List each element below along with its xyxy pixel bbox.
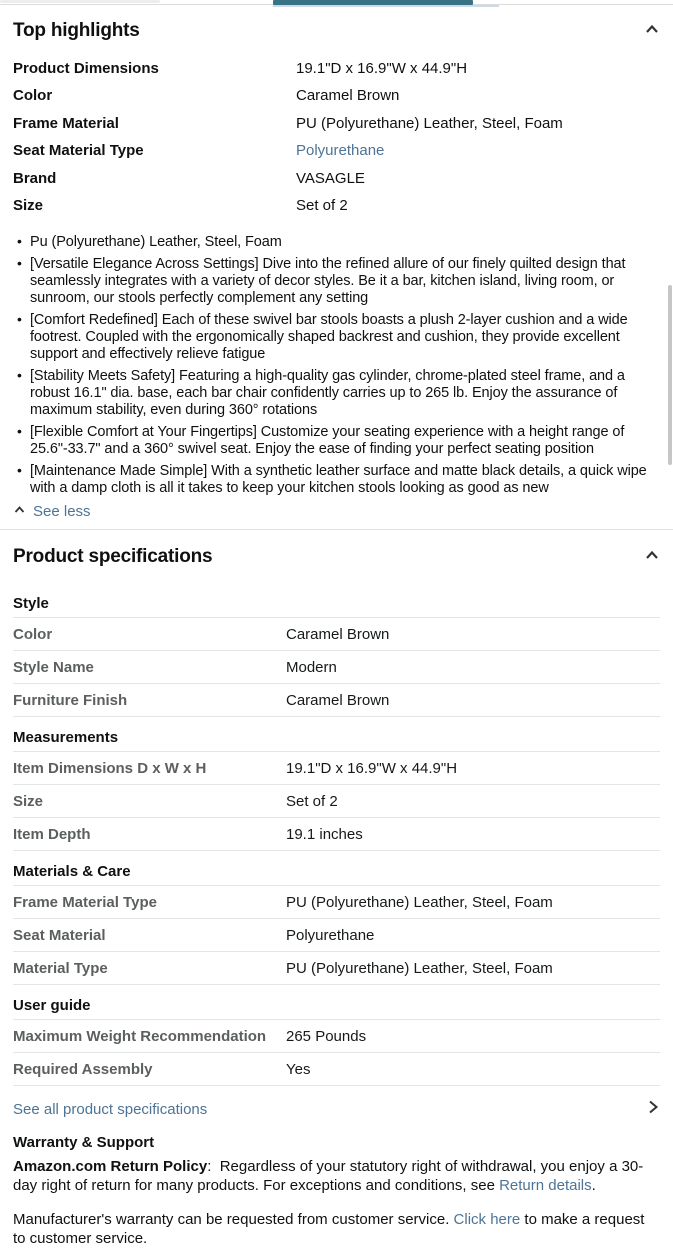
row-label: Item Dimensions D x W x H: [13, 760, 207, 778]
row-label: Seat Material: [13, 927, 106, 945]
table-row: [13, 1053, 660, 1086]
table-row: [13, 1020, 660, 1053]
tab-strip-edge: [0, 0, 673, 7]
table-row: [13, 169, 660, 196]
row-label: Frame Material: [13, 114, 119, 132]
spec-group-user-guide: User guide: [13, 985, 660, 1020]
row-label: Required Assembly: [13, 1061, 153, 1079]
return-policy-period: .: [591, 1177, 596, 1195]
top-highlights-title: Top highlights: [13, 20, 140, 41]
list-item: • [Maintenance Made Simple] With a synthetic leather surface and matte black details, a quick wipe with a damp cloth is all it takes to keep your kitchen stools looking as good as new: [17, 463, 660, 497]
row-value: 265 Pounds: [286, 1028, 367, 1046]
list-item: • Pu (Polyurethane) Leather, Steel, Foam: [17, 234, 660, 251]
table-row: [13, 196, 660, 223]
product-specifications-header[interactable]: [13, 530, 660, 568]
row-value: PU (Polyurethane) Leather, Steel, Foam: [286, 960, 553, 978]
seat-material-link[interactable]: Polyurethane: [296, 142, 385, 160]
manufacturer-warranty-paragraph: [13, 1210, 660, 1248]
row-value: VASAGLE: [296, 169, 365, 187]
row-label: Style Name: [13, 659, 94, 677]
row-label: Seat Material Type: [13, 142, 144, 160]
row-value: 19.1"D x 16.9"W x 44.9"H: [286, 760, 458, 778]
row-value: Caramel Brown: [296, 87, 400, 105]
row-label: Brand: [13, 169, 57, 187]
tab-active-indicator[interactable]: [273, 0, 473, 5]
row-value: PU (Polyurethane) Leather, Steel, Foam: [286, 894, 553, 912]
top-highlights-table: [13, 59, 660, 223]
table-row: [13, 618, 660, 651]
row-value: Set of 2: [296, 196, 348, 214]
spec-group-materials-care: Materials & Care: [13, 851, 660, 886]
chevron-right-icon: [646, 1099, 660, 1119]
row-value: Caramel Brown: [286, 692, 390, 710]
row-value: PU (Polyurethane) Leather, Steel, Foam: [296, 114, 563, 132]
list-item: • [Versatile Elegance Across Settings] Dive into the refined allure of our finely quilted design that seamlessly integrates with a variety of decor styles. Be it a bar, kitchen island, living room, or sunroom, our stools perfectly complement any setting: [17, 256, 660, 307]
tab-inactive-indicator: [0, 0, 160, 3]
product-specifications-title: Product specifications: [13, 546, 213, 568]
table-row: [13, 752, 660, 785]
highlight-bullet-list: [13, 234, 660, 497]
chevron-up-icon[interactable]: [644, 22, 660, 41]
table-row: [13, 651, 660, 684]
row-label: Furniture Finish: [13, 692, 128, 710]
table-row: [13, 59, 660, 86]
row-label: Maximum Weight Recommendation: [13, 1028, 267, 1046]
table-row: [13, 141, 660, 168]
see-all-specifications-link[interactable]: [13, 1086, 660, 1119]
table-row: [13, 114, 660, 141]
table-row: [13, 919, 660, 952]
row-value: 19.1 inches: [286, 826, 363, 844]
row-value: Caramel Brown: [286, 626, 390, 644]
see-less-label: See less: [33, 503, 91, 521]
tab-underline-secondary: [273, 5, 499, 7]
return-details-link[interactable]: Return details: [499, 1177, 592, 1195]
row-value: Modern: [286, 659, 337, 677]
row-label: Size: [13, 196, 44, 214]
table-row: [13, 684, 660, 717]
see-all-specifications-label: See all product specifications: [13, 1100, 208, 1118]
table-row: [13, 86, 660, 113]
manufacturer-warranty-text: Manufacturer's warranty can be requested from customer service.: [13, 1211, 454, 1229]
see-less-button[interactable]: [13, 503, 660, 520]
spec-group-style: Style: [13, 568, 660, 618]
return-policy-paragraph: [13, 1157, 660, 1195]
row-value: Polyurethane: [286, 927, 375, 945]
spec-group-measurements: Measurements: [13, 717, 660, 752]
table-row: [13, 785, 660, 818]
row-label: Item Depth: [13, 826, 91, 844]
row-label: Product Dimensions: [13, 60, 159, 77]
row-label: Material Type: [13, 960, 108, 978]
warranty-support-title: Warranty & Support: [13, 1134, 155, 1152]
table-row: [13, 886, 660, 919]
return-policy-label: Amazon.com Return Policy: [13, 1158, 208, 1176]
table-row: [13, 952, 660, 985]
list-item: • [Flexible Comfort at Your Fingertips] Customize your seating experience with a height range of 25.6"-33.7" and a 360° swivel seat. Enjoy the ease of finding your perfect seating position: [17, 424, 660, 458]
list-item: • [Stability Meets Safety] Featuring a high-quality gas cylinder, chrome-plated steel frame, and a robust 16.1" dia. base, each bar chair confidently carries up to 265 lb. Enjoy the assurance of maximum stability, even during 360° rotations: [17, 368, 660, 419]
row-value: 19.1"D x 16.9"W x 44.9"H: [296, 60, 468, 77]
row-label: Size: [13, 793, 44, 811]
row-label: Color: [13, 87, 53, 105]
return-policy-colon: :: [207, 1158, 212, 1176]
top-highlights-header[interactable]: [13, 7, 660, 42]
row-label: Color: [13, 626, 53, 644]
row-value: Yes: [286, 1061, 311, 1079]
scrollbar-thumb[interactable]: [668, 285, 672, 465]
chevron-up-icon[interactable]: [644, 548, 660, 567]
list-item: • [Comfort Redefined] Each of these swivel bar stools boasts a plush 2-layer cushion and a wide footrest. Coupled with the ergonomically shaped backrest and cushion, they provide excellent support and effectively relieve fatigue: [17, 312, 660, 363]
row-label: Frame Material Type: [13, 894, 157, 912]
click-here-link[interactable]: Click here: [453, 1211, 521, 1229]
table-row: [13, 818, 660, 851]
manufacturer-warranty-text-2: to make a request to customer service.: [13, 1211, 649, 1248]
chevron-up-small-icon: [13, 503, 26, 520]
return-policy-text: Regardless of your statutory right of withdrawal, you enjoy a 30-day right of return for many products. For exceptions and conditions, see: [13, 1158, 644, 1195]
row-value: Set of 2: [286, 793, 338, 811]
spec-table: [13, 568, 660, 1086]
